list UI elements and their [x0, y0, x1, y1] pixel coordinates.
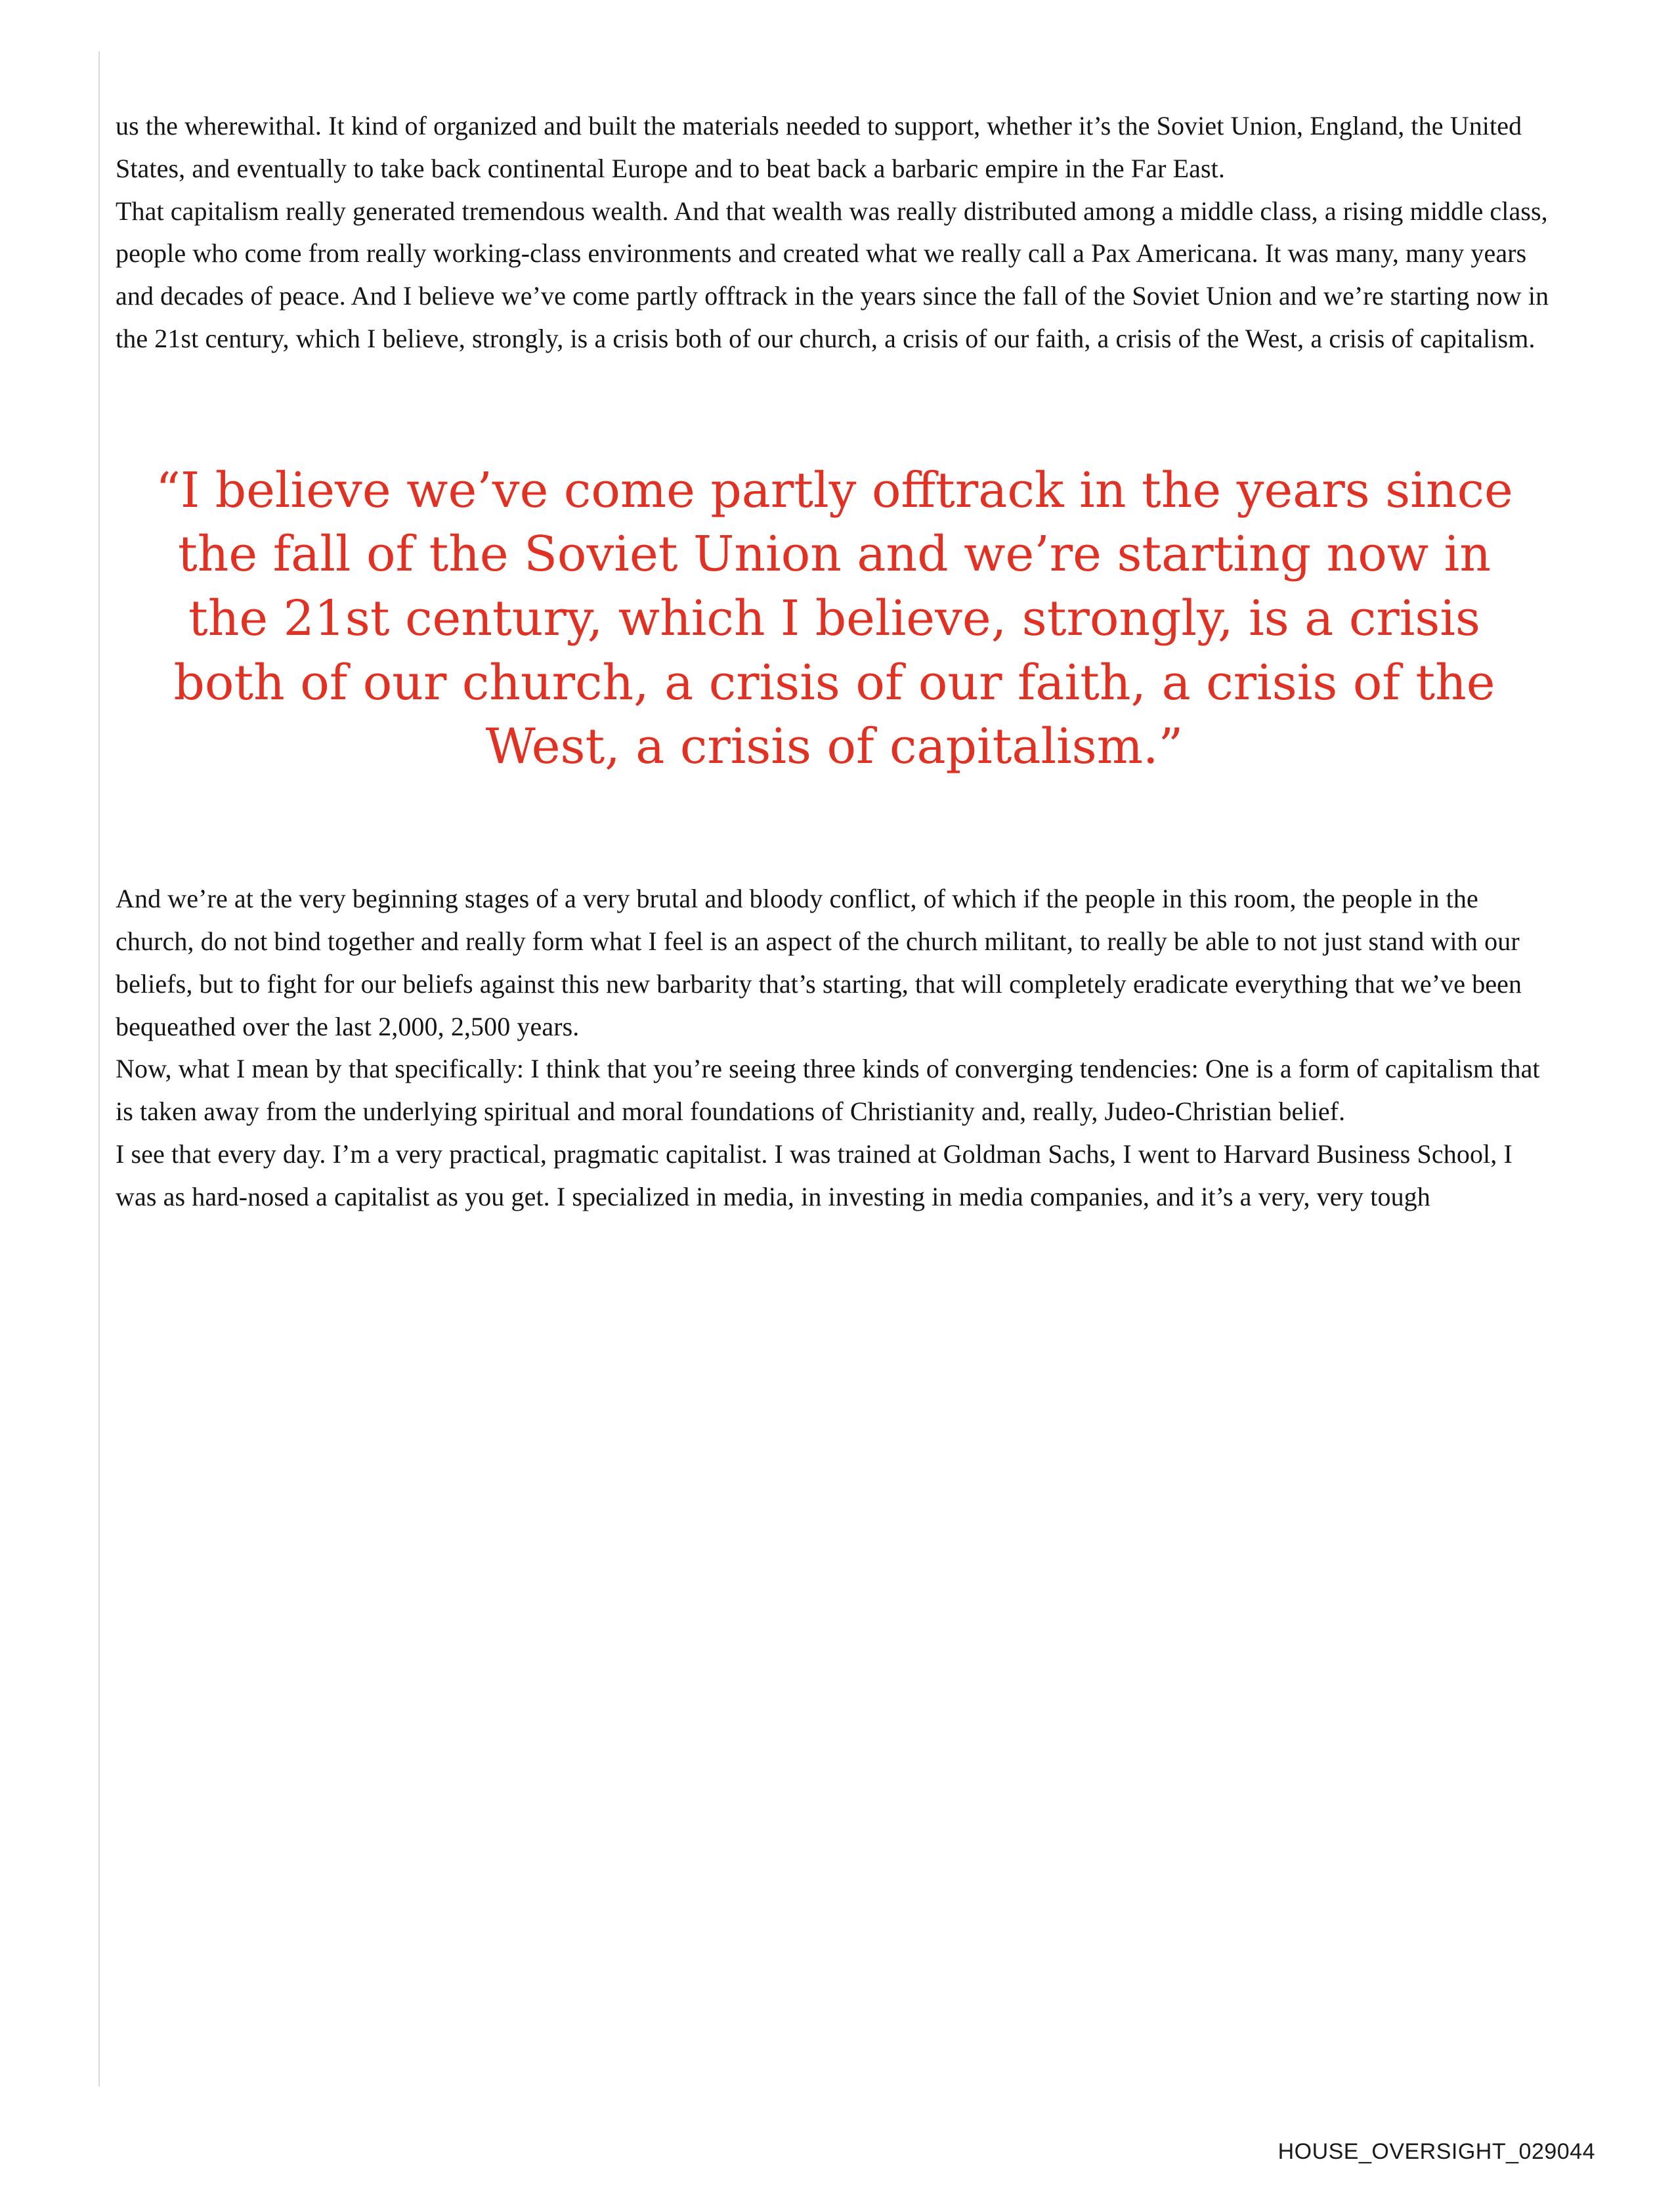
bates-stamp: HOUSE_OVERSIGHT_029044 — [1277, 2139, 1595, 2164]
paragraph-4: Now, what I mean by that specifically: I think that you’re seeing three kinds of converging tendencies: One is a form of capitalism that is taken away from the underlying spiritual and moral foundations of Christianity and, really, Judeo-Christian belief. — [116, 1054, 1540, 1127]
paragraph-1: us the wherewithal. It kind of organized and built the materials needed to support, whether it’s the Soviet Union, England, the United States, and eventually to take back continental Europe and to beat back a barbaric empire in the Far East. — [116, 111, 1522, 183]
paragraph-5: I see that every day. I’m a very practical, pragmatic capitalist. I was trained at Goldman Sachs, I went to Harvard Business School, I was as hard-nosed a capitalist as you get. I specialized in media, in investing in media companies, and it’s a very, very tough — [116, 1139, 1513, 1211]
paragraph-2: That capitalism really generated tremendous wealth. And that wealth was really distributed among a middle class, a rising middle class, people who come from really working-class environments and created what we really call a Pax Americana. It was many, many years and decades of peace. And I believe we’ve come partly offtrack in the years since the fall of the Soviet Union and we’re starting now in the 21st century, which I believe, strongly, is a crisis both of our church, a crisis of our faith, a crisis of the West, a crisis of capitalism. — [116, 196, 1549, 353]
pull-quote: “I believe we’ve come partly offtrack in the years since the fall of the Soviet Union and we’re starting now in the 21st century, which I believe, strongly, is a crisis both of our church, a crisis of our faith, a crisis of the West, a crisis of capitalism.” — [156, 462, 1513, 775]
paragraph-3: And we’re at the very beginning stages of a very brutal and bloody conflict, of which if the people in this room, the people in the church, do not bind together and really form what I feel is an aspect of the church militant, to really be able to not just stand with our beliefs, but to fight for our beliefs against this new barbarity that’s starting, that will completely eradicate everything that we’ve been bequeathed over the last 2,000, 2,500 years. — [116, 884, 1522, 1041]
document-body — [116, 105, 1553, 1219]
left-margin-rule — [98, 51, 100, 2087]
